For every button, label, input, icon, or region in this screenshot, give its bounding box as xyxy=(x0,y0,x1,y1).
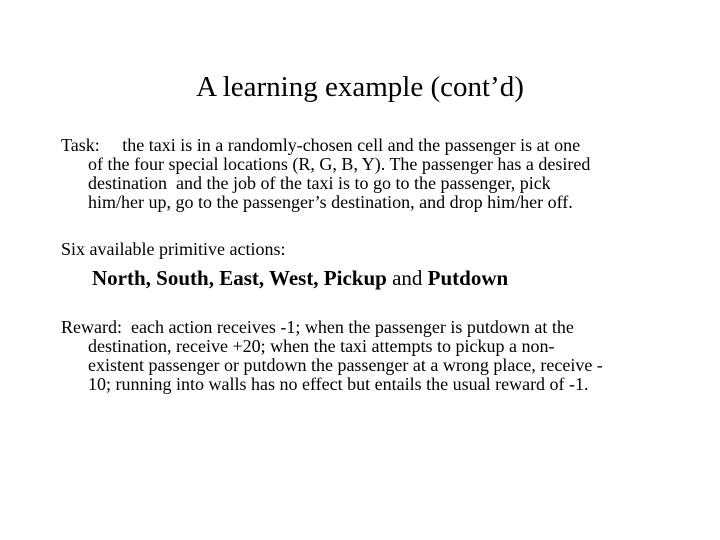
actions-heading: Six available primitive actions: xyxy=(61,239,286,259)
actions-list-part: North, South, East, West, Pickup xyxy=(92,266,387,290)
task-line: destination and the job of the taxi is to go to the passenger, pick xyxy=(88,173,551,193)
task-line: him/her up, go to the passenger’s destination, and drop him/her off. xyxy=(88,192,573,212)
task-line: of the four special locations (R, G, B, Y). The passenger has a desired xyxy=(88,154,591,174)
actions-list xyxy=(92,264,508,292)
task-line: Task: the taxi is in a randomly-chosen cell and the passenger is at one xyxy=(61,135,581,155)
reward-line: destination, receive +20; when the taxi attempts to pickup a non- xyxy=(88,336,555,356)
task-paragraph xyxy=(61,136,681,212)
reward-paragraph xyxy=(61,318,681,394)
actions-list-conjunction: and xyxy=(386,266,428,290)
actions-list-part: Putdown xyxy=(427,266,509,290)
reward-line: existent passenger or putdown the passenger at a wrong place, receive - xyxy=(88,355,603,375)
reward-line: Reward: each action receives -1; when the passenger is putdown at the xyxy=(61,317,574,337)
slide-title: A learning example (cont’d) xyxy=(196,71,524,103)
reward-line: 10; running into walls has no effect but entails the usual reward of -1. xyxy=(88,374,589,394)
